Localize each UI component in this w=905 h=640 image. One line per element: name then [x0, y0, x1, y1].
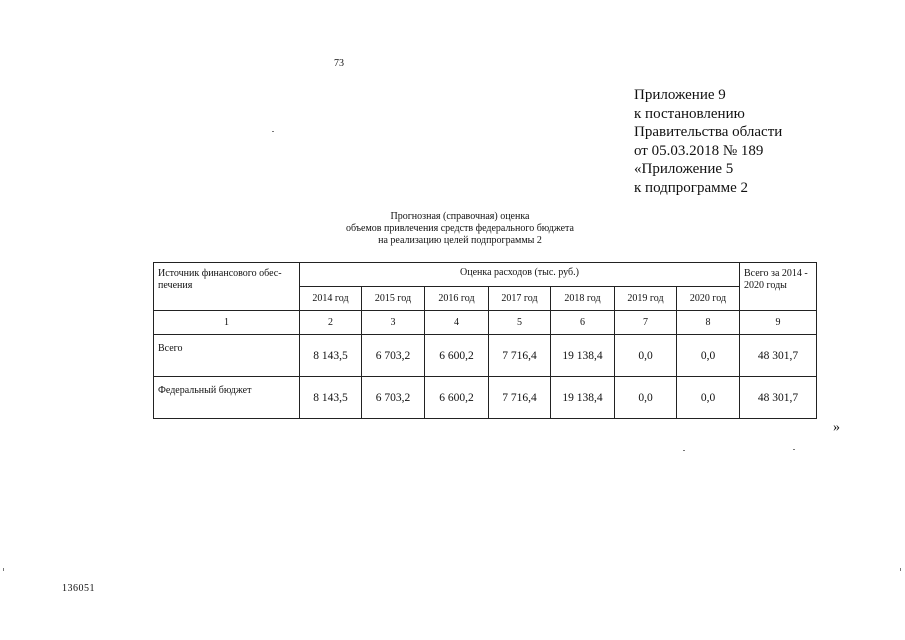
value-cell: 7 716,4	[489, 377, 551, 419]
scan-speck	[3, 568, 4, 571]
total-cell: 48 301,7	[740, 335, 817, 377]
value-cell: 19 138,4	[551, 335, 615, 377]
budget-estimate-table	[153, 262, 817, 419]
row-label: Всего	[154, 335, 300, 377]
value-cell: 8 143,5	[300, 335, 362, 377]
column-number: 8	[677, 311, 740, 335]
caption-line: объемов привлечения средств федерального бюджета	[346, 223, 574, 234]
value-cell: 6 703,2	[362, 335, 425, 377]
closing-quote: »	[833, 420, 840, 435]
appendix-line: к подпрограмме 2	[634, 179, 748, 196]
table-row	[154, 377, 817, 419]
value-cell: 8 143,5	[300, 377, 362, 419]
total-header: Всего за 2014 - 2020 годы	[740, 263, 817, 311]
year-header: 2016 год	[425, 287, 489, 311]
scan-speck	[683, 450, 685, 451]
column-number: 3	[362, 311, 425, 335]
value-cell: 6 600,2	[425, 377, 489, 419]
appendix-line: Правительства области	[634, 124, 783, 141]
value-cell: 6 703,2	[362, 377, 425, 419]
appendix-line: от 05.03.2018 № 189	[634, 142, 764, 159]
year-header: 2020 год	[677, 287, 740, 311]
value-cell: 0,0	[677, 335, 740, 377]
scan-speck	[272, 131, 274, 132]
year-header: 2014 год	[300, 287, 362, 311]
column-number: 7	[615, 311, 677, 335]
column-number: 1	[154, 311, 300, 335]
value-cell: 6 600,2	[425, 335, 489, 377]
caption-line: Прогнозная (справочная) оценка	[390, 211, 530, 222]
value-cell: 0,0	[615, 335, 677, 377]
source-header: Источник финансового обес-печения	[154, 263, 300, 311]
value-cell: 7 716,4	[489, 335, 551, 377]
appendix-line: «Приложение 5	[634, 161, 734, 178]
estimate-header: Оценка расходов (тыс. руб.)	[300, 263, 740, 287]
column-number: 4	[425, 311, 489, 335]
year-header: 2015 год	[362, 287, 425, 311]
value-cell: 0,0	[677, 377, 740, 419]
page-number: 73	[334, 58, 344, 69]
total-cell: 48 301,7	[740, 377, 817, 419]
column-number: 2	[300, 311, 362, 335]
scan-speck	[900, 568, 901, 571]
column-number: 9	[740, 311, 817, 335]
year-header: 2017 год	[489, 287, 551, 311]
scan-speck	[793, 449, 795, 450]
value-cell: 19 138,4	[551, 377, 615, 419]
appendix-heading	[634, 86, 782, 198]
row-label: Федеральный бюджет	[154, 377, 300, 419]
column-number-row	[154, 311, 817, 335]
caption-line: на реализацию целей подпрограммы 2	[378, 235, 542, 246]
document-code: 136051	[62, 583, 95, 594]
table-row	[154, 335, 817, 377]
value-cell: 0,0	[615, 377, 677, 419]
column-number: 5	[489, 311, 551, 335]
appendix-line: к постановлению	[634, 105, 745, 122]
appendix-line: Приложение 9	[634, 87, 726, 103]
table-caption	[300, 211, 620, 247]
column-number: 6	[551, 311, 615, 335]
year-header: 2018 год	[551, 287, 615, 311]
year-header: 2019 год	[615, 287, 677, 311]
